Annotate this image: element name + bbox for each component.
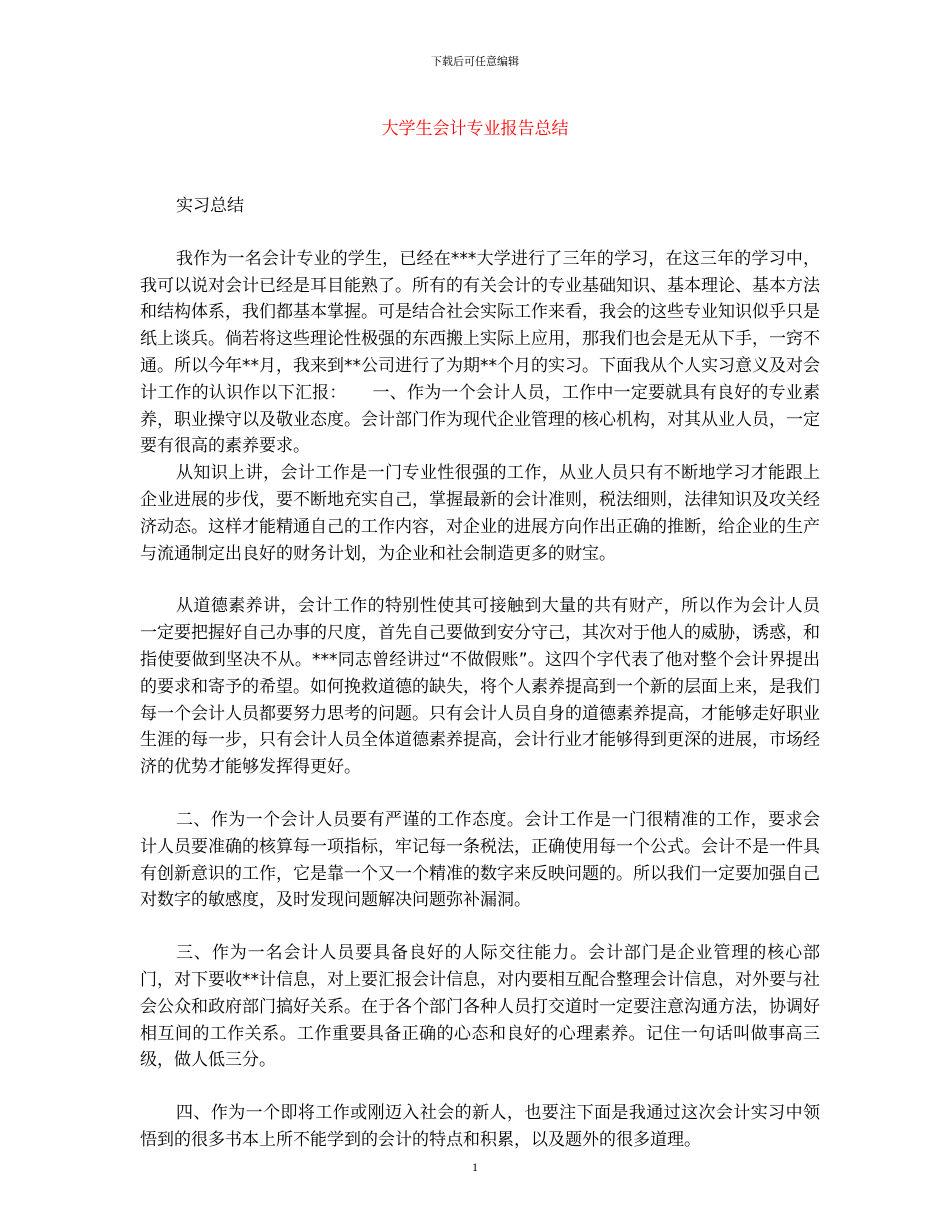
paragraph-spacer bbox=[140, 1074, 820, 1100]
paragraph-1: 我作为一名会计专业的学生，已经在***大学进行了三年的学习，在这三年的学习中，我可以说对会计已经是耳目能熟了。所有的有关会计的专业基础知识、基本理论、基本方法和结构体系，我们都基本掌握。可是结合社会实际工作来看，我会的这些专业知识似乎只是纸上谈兵。倘若将这些理论性极强的东西搬上实际上应用，那我们也会是无从下手，一窍不通。所以今年**月，我来到**公司进行了为期**个月的实习。下面我从个人实习意义及对会计工作的认识作以下汇报： 一、作为一个会计人员，工作中一定要就具有良好的专业素养，职业操守以及敬业态度。会计部门作为现代企业管理的核心机构，对其从业人员，一定要有很高的素养要求。 bbox=[140, 248, 820, 457]
page-number: 1 bbox=[472, 1160, 478, 1174]
paragraph-spacer bbox=[140, 781, 820, 807]
paragraph-2: 从知识上讲，会计工作是一门专业性很强的工作，从业人员只有不断地学习才能跟上企业进展的步伐，要不断地充实自己，掌握最新的会计准则，税法细则，法律知识及攻关经济动态。这样才能精通自己的工作内容，对企业的进展方向作出正确的推断，给企业的生产与流通制定出良好的财务计划，为企业和社会制造更多的财宝。 bbox=[140, 463, 820, 564]
document-body bbox=[140, 193, 820, 1154]
paragraph-5: 三、作为一名会计人员要具备良好的人际交往能力。会计部门是企业管理的核心部门，对下要收**计信息，对上要汇报会计信息，对内要相互配合整理会计信息，对外要与社会公众和政府部门搞好关系。在于各个部门各种人员打交道时一定要注意沟通方法，协调好相互间的工作关系。工作重要具备正确的心态和良好的心理素养。记住一句话叫做事高三级，做人低三分。 bbox=[140, 943, 820, 1071]
paragraph-spacer bbox=[140, 914, 820, 940]
paragraph-4: 二、作为一个会计人员要有严谨的工作态度。会计工作是一门很精准的工作，要求会计人员要准确的核算每一项指标，牢记每一条税法，正确使用每一个公式。会计不是一件具有创新意识的工作，它是靠一个又一个精准的数字来反映问题的。所以我们一定要加强自己对数字的敏感度，及时发现问题解决问题弥补漏洞。 bbox=[140, 809, 820, 911]
paragraph-spacer bbox=[140, 220, 820, 246]
paragraph-3: 从道德素养讲，会计工作的特别性使其可接触到大量的共有财产，所以作为会计人员一定要把握好自己办事的尺度，首先自己要做到安分守己，其次对于他人的威胁，诱惑，和指使要做到坚决不从。***同志曾经讲过“不做假账”。这四个字代表了他对整个会计界提出的要求和寄予的希望。如何挽救道德的缺失，将个人素养提高到一个新的层面上来，是我们每一个会计人员都要努力思考的问题。只有会计人员自身的道德素养提高，才能够走好职业生涯的每一步，只有会计人员全体道德素养提高，会计行业才能够得到更深的进展，市场经济的优势才能够发挥得更好。 bbox=[140, 596, 820, 778]
section-heading: 实习总结 bbox=[176, 196, 244, 216]
document-title: 大学生会计专业报告总结 bbox=[381, 119, 569, 139]
paragraph-6: 四、作为一个即将工作或刚迈入社会的新人，也要注下面是我通过这次会计实习中领悟到的很多书本上所不能学到的会计的特点和积累，以及题外的很多道理。 bbox=[140, 1103, 820, 1150]
paragraph-spacer bbox=[140, 567, 820, 593]
header-note: 下载后可任意编辑 bbox=[431, 55, 519, 68]
